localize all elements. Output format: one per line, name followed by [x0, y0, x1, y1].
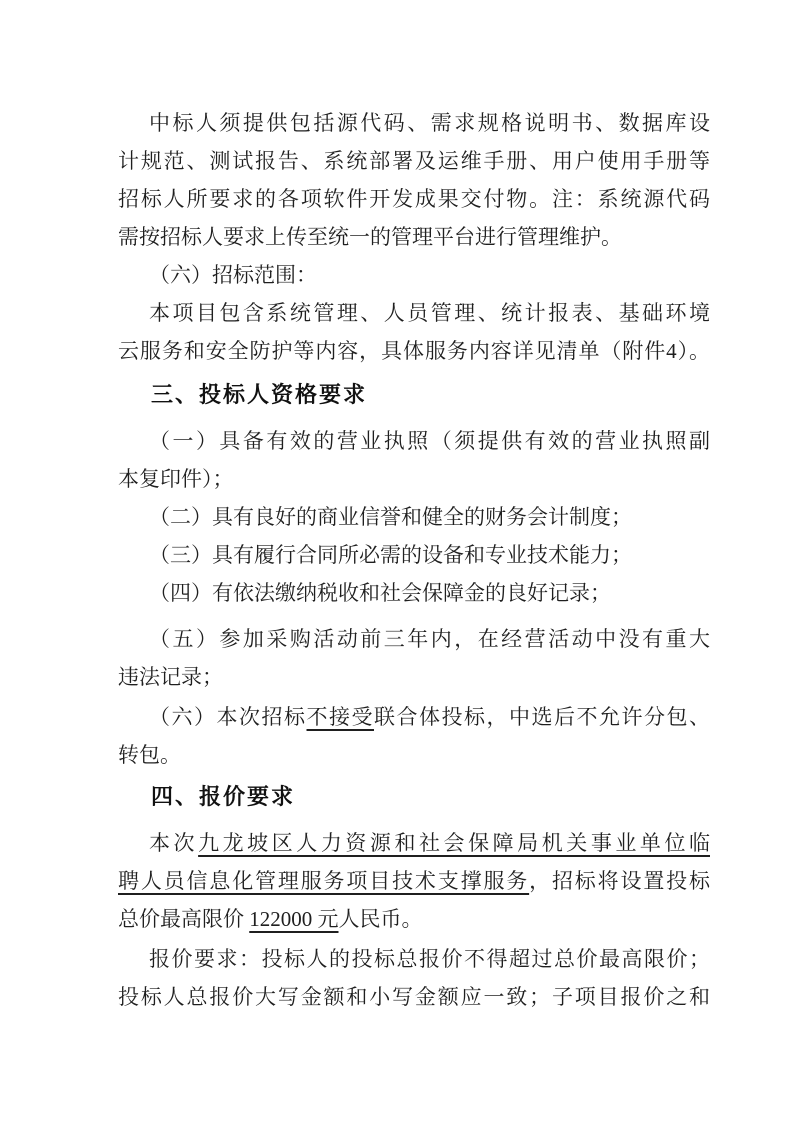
- text-segment: （四）有依法缴纳税收和社会保障金的良好记录；: [149, 581, 611, 605]
- text-segment: （二）具有良好的商业信誉和健全的财务会计制度；: [149, 505, 632, 529]
- qualification-item-4: [118, 574, 710, 612]
- text-line: [118, 862, 710, 900]
- text-segment: 总价最高限价: [118, 907, 250, 931]
- underlined-text: 聘人员信息化管理服务项目技术支撑服务: [118, 869, 530, 893]
- text-segment: 三、投标人资格要求: [151, 382, 368, 407]
- section-4-heading: [118, 778, 710, 816]
- document-body: [118, 104, 710, 1016]
- text-segment: 本次: [149, 831, 199, 855]
- qualification-item-1: [118, 422, 710, 498]
- item-6-scope-label: [118, 256, 710, 294]
- text-segment: 本项目包含系统管理、人员管理、统计报表、基础环境: [149, 301, 710, 325]
- text-segment: 计规范、测试报告、系统部署及运维手册、用户使用手册等: [118, 149, 710, 173]
- text-segment: 招标人所要求的各项软件开发成果交付物。注：系统源代码: [118, 187, 710, 211]
- text-line: [118, 736, 710, 774]
- text-segment: 云服务和安全防护等内容，具体服务内容详见清单（附件4）。: [118, 339, 710, 363]
- paragraph-deliverables: [118, 104, 710, 256]
- text-segment: （六）本次招标: [149, 705, 307, 729]
- text-line: [118, 332, 710, 370]
- text-segment: 报价要求：投标人的投标总报价不得超过总价最高限价；: [149, 947, 710, 971]
- text-line: [118, 778, 710, 816]
- section-3-heading: [118, 376, 710, 414]
- qualification-item-3: [118, 536, 710, 574]
- underlined-text: 九龙坡区人力资源和社会保障局机关事业单位临: [198, 831, 710, 855]
- text-line: [118, 574, 710, 612]
- paragraph-price-ceiling: [118, 824, 710, 938]
- text-segment: 联合体投标，中选后不允许分包、: [374, 705, 710, 729]
- text-line: [118, 978, 710, 1016]
- text-segment: 四、报价要求: [151, 784, 296, 809]
- text-segment: （三）具有履行合同所必需的设备和专业技术能力；: [149, 543, 632, 567]
- paragraph-quote-requirements: [118, 940, 710, 1016]
- text-line: [118, 180, 710, 218]
- text-segment: 投标人总报价大写金额和小写金额应一致；子项目报价之和: [118, 985, 710, 1009]
- text-line: [118, 104, 710, 142]
- text-line: [118, 142, 710, 180]
- text-line: [118, 620, 710, 658]
- underlined-text: 不接受: [306, 705, 374, 729]
- text-segment: （六）招标范围：: [149, 263, 317, 287]
- qualification-item-6: [118, 698, 710, 774]
- text-segment: 人民币。: [338, 907, 423, 931]
- text-line: [118, 536, 710, 574]
- text-line: [118, 900, 710, 938]
- text-segment: 转包。: [118, 743, 181, 767]
- text-segment: 本复印件）；: [118, 467, 234, 491]
- text-line: [118, 218, 710, 256]
- text-line: [118, 294, 710, 332]
- text-segment: 中标人须提供包括源代码、需求规格说明书、数据库设: [149, 111, 710, 135]
- text-line: [118, 498, 710, 536]
- text-line: [118, 698, 710, 736]
- text-segment: （一）具备有效的营业执照（须提供有效的营业执照副: [149, 429, 710, 453]
- text-line: [118, 824, 710, 862]
- qualification-item-5: [118, 620, 710, 696]
- text-line: [118, 422, 710, 460]
- text-line: [118, 256, 710, 294]
- text-segment: 需按招标人要求上传至统一的管理平台进行管理维护。: [118, 225, 622, 249]
- text-segment: （五）参加采购活动前三年内，在经营活动中没有重大: [149, 627, 710, 651]
- qualification-item-2: [118, 498, 710, 536]
- text-line: [118, 940, 710, 978]
- text-segment: 违法记录；: [118, 665, 223, 689]
- text-line: [118, 376, 710, 414]
- text-line: [118, 460, 710, 498]
- text-line: [118, 658, 710, 696]
- paragraph-scope: [118, 294, 710, 370]
- text-segment: ，招标将设置投标: [529, 869, 710, 893]
- underlined-text: 122000 元: [249, 907, 339, 931]
